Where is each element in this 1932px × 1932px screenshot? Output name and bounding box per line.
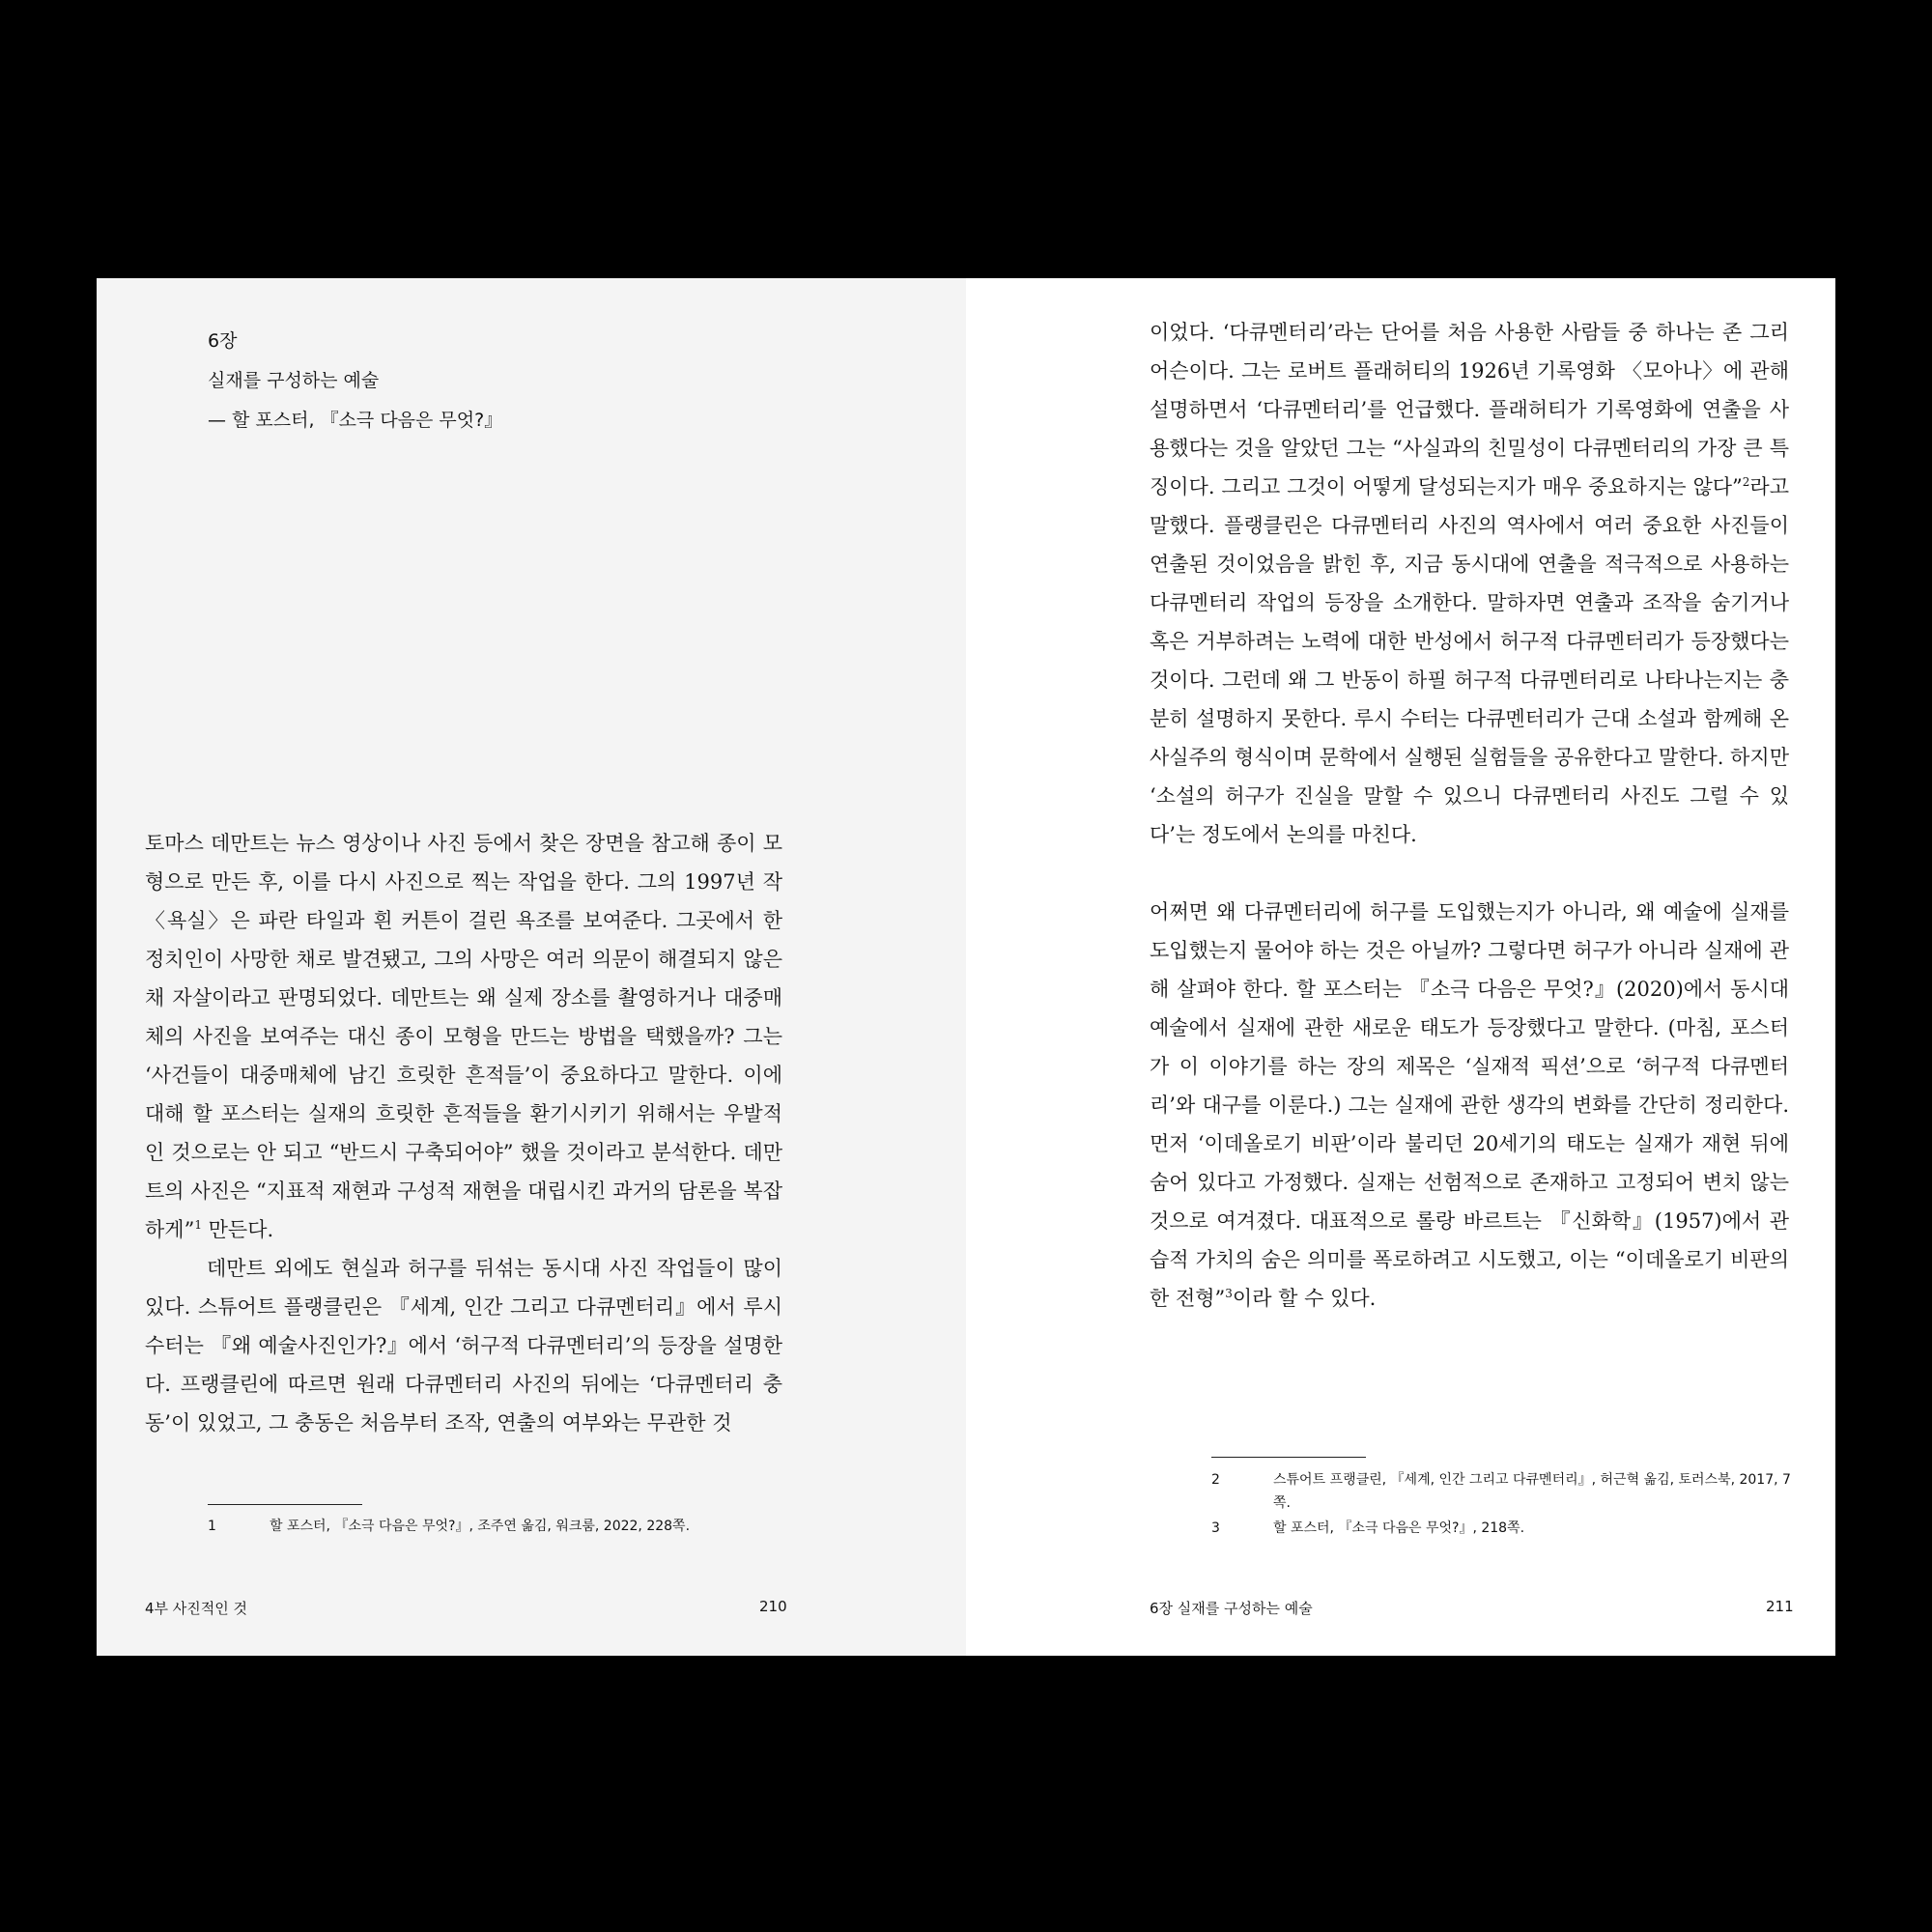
paragraph: [1150, 893, 1789, 1318]
page-number: 211: [1766, 1598, 1794, 1615]
footnote-ref-2[interactable]: 2: [1742, 475, 1750, 489]
running-footer-section: 6장 실재를 구성하는 예술: [1150, 1600, 1313, 1617]
footnote-number: 3: [1211, 1520, 1220, 1536]
chapter-number: 6장: [208, 330, 238, 352]
chapter-title: 실재를 구성하는 예술: [208, 370, 380, 391]
paragraph-text: 토마스 데만트는 뉴스 영상이나 사진 등에서 찾은 장면을 참고해 종이 모형으로 만든 후, 이를 다시 사진으로 찍는 작업을 한다. 그의 1997년 작 〈욕실〉은 파란 타일과 흰 커튼이 걸린 욕조를 보여준다. 그곳에서 한 정치인이 사망한 채로 발견됐고, 그의 사망은 여러 의문이 해결되지 않은 채 자살이라고 판명되었다. 데만트는 왜 실제 장소를 촬영하거나 대중매체의 사진을 보여주는 대신 종이 모형을 만드는 방법을 택했을까? 그는 ‘사건들이 대중매체에 남긴 흐릿한 흔적들’이 중요하다고 말한다. 이에 대해 할 포스터는 실재의 흐릿한 흔적들을 환기시키기 위해서는 우발적인 것으로는 안 되고 “반드시 구축되어야” 했을 것이라고 분석한다. 데만트의 사진은 “지표적 재현과 구성적 재현을 대립시킨 과거의 담론을 복잡하게”: [145, 832, 782, 1241]
footnote-number: 2: [1211, 1472, 1220, 1488]
right-body-text: [1150, 313, 1789, 1318]
paragraph: [1150, 313, 1789, 854]
paragraph-text: 만든다.: [201, 1218, 274, 1241]
chapter-subtitle: — 할 포스터, 『소극 다음은 무엇?』: [208, 410, 503, 431]
footnote-number: 1: [208, 1519, 216, 1534]
footnote-text: 할 포스터, 『소극 다음은 무엇?』, 218쪽.: [1273, 1520, 1525, 1536]
paragraph-text: 라고 말했다. 플랭클린은 다큐멘터리 사진의 역사에서 여러 중요한 사진들이 연출된 것이었음을 밝힌 후, 지금 동시대에 연출을 적극적으로 사용하는 다큐멘터리 작업의 등장을 소개한다. 말하자면 연출과 조작을 숨기거나 혹은 거부하려는 노력에 대한 반성에서 허구적 다큐멘터리가 등장했다는 것이다. 그런데 왜 그 반동이 하필 허구적 다큐멘터리로 나타나는지는 충분히 설명하지 못한다. 루시 수터는 다큐멘터리가 근대 소설과 함께해 온 사실주의 형식이며 문학에서 실행된 실험들을 공유한다고 말한다. 하지만 ‘소설의 허구가 진실을 말할 수 있으니 다큐멘터리 사진도 그럴 수 있다’는 정도에서 논의를 마친다.: [1150, 475, 1789, 846]
footnote-ref-1[interactable]: 1: [194, 1218, 202, 1232]
chapter-heading: [208, 322, 502, 440]
paragraph: [145, 824, 782, 1249]
paragraph: 데만트 외에도 현실과 허구를 뒤섞는 동시대 사진 작업들이 많이 있다. 스튜어트 플랭클린은 『세계, 인간 그리고 다큐멘터리』에서 루시 수터는 『왜 예술사진인가?』에서 ‘허구적 다큐멘터리’의 등장을 설명한다. 프랭클린에 따르면 원래 다큐멘터리 사진의 뒤에는 ‘다큐멘터리 충동’이 있었고, 그 충동은 처음부터 조작, 연출의 여부와는 무관한 것: [145, 1257, 782, 1435]
left-body-text: [145, 824, 782, 1442]
right-page: [966, 278, 1835, 1656]
footnote-text: 할 포스터, 『소극 다음은 무엇?』, 조주연 옮김, 워크룸, 2022, 228쪽.: [270, 1519, 691, 1534]
paragraph-text: 이었다. ‘다큐멘터리’라는 단어를 처음 사용한 사람들 중 하나는 존 그리어슨이다. 그는 로버트 플래허티의 1926년 기록영화 〈모아나〉에 관해 설명하면서 ‘다큐멘터리’를 언급했다. 플래허티가 기록영화에 연출을 사용했다는 것을 알았던 그는 “사실과의 친밀성이 다큐멘터리의 가장 큰 특징이다. 그리고 그것이 어떻게 달성되는지가 매우 중요하지는 않다”: [1150, 321, 1789, 498]
footnote-text: 스튜어트 프랭클린, 『세계, 인간 그리고 다큐멘터리』, 허근혁 옮김, 토러스북, 2017, 7쪽.: [1273, 1472, 1791, 1511]
footnote-ref-3[interactable]: 3: [1225, 1287, 1233, 1300]
footnote-divider: [208, 1504, 362, 1505]
footnote-divider: [1211, 1457, 1366, 1458]
left-page: [97, 278, 966, 1656]
page-number: 210: [759, 1598, 787, 1615]
running-footer-section: 4부 사진적인 것: [145, 1600, 248, 1617]
paragraph-text: 이라 할 수 있다.: [1232, 1287, 1377, 1310]
paragraph-text: 어쩌면 왜 다큐멘터리에 허구를 도입했는지가 아니라, 왜 예술에 실재를 도입했는지 물어야 하는 것은 아닐까? 그렇다면 허구가 아니라 실재에 관해 살펴야 한다. 할 포스터는 『소극 다음은 무엇?』(2020)에서 동시대 예술에서 실재에 관한 새로운 태도가 등장했다고 말한다. (마침, 포스터가 이 이야기를 하는 장의 제목은 ‘실재적 픽션’으로 ‘허구적 다큐멘터리’와 대구를 이룬다.) 그는 실재에 관한 생각의 변화를 간단히 정리한다. 먼저 ‘이데올로기 비판’이라 불리던 20세기의 태도는 실재가 재현 뒤에 숨어 있다고 가정했다. 실재는 선험적으로 존재하고 고정되어 변치 않는 것으로 여겨졌다. 대표적으로 롤랑 바르트는 『신화학』(1957)에서 관습적 가치의 숨은 의미를 폭로하려고 시도했고, 이는 “이데올로기 비판의 한 전형”: [1150, 900, 1789, 1310]
